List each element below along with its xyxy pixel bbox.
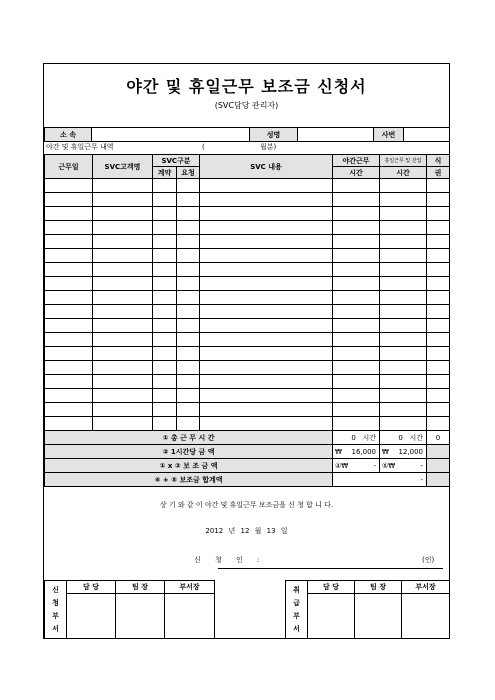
work-entry-cell[interactable]	[93, 403, 153, 417]
work-entry-cell[interactable]	[177, 319, 200, 333]
work-entry-cell[interactable]	[200, 417, 333, 431]
work-entry-cell[interactable]	[45, 417, 93, 431]
work-entry-cell[interactable]	[153, 333, 177, 347]
col-holiday-hours: 시간	[380, 167, 427, 179]
work-entry-cell[interactable]	[93, 291, 153, 305]
dept-label: 소 속	[45, 128, 92, 142]
work-entry-cell[interactable]	[153, 249, 177, 263]
work-entry-cell[interactable]	[333, 417, 380, 431]
night-hourly-rate: ₩ 16,000	[333, 445, 380, 459]
seal-mark: (인)	[422, 556, 435, 564]
work-entry-cell[interactable]	[153, 375, 177, 389]
col-svc-content: SVC 내용	[200, 155, 333, 179]
work-entry-cell[interactable]	[93, 249, 153, 263]
work-entry-cell[interactable]	[200, 221, 333, 235]
work-entry-cell[interactable]	[333, 179, 380, 193]
work-entry-cell[interactable]	[333, 319, 380, 333]
work-entry-cell[interactable]	[427, 207, 450, 221]
work-entry-cell[interactable]	[200, 249, 333, 263]
work-entry-cell[interactable]	[177, 375, 200, 389]
work-entry-cell[interactable]	[93, 389, 153, 403]
approval-box-applicant	[44, 580, 215, 639]
work-entry-cell[interactable]	[200, 361, 333, 375]
work-entry-cell[interactable]	[333, 277, 380, 291]
work-entry-cell[interactable]	[427, 417, 450, 431]
empno-label: 사번	[374, 128, 404, 142]
work-entry-row	[45, 417, 450, 431]
info-table	[44, 127, 450, 142]
work-entry-cell[interactable]	[380, 361, 427, 375]
col-work-date: 근무일	[45, 155, 93, 179]
work-entry-cell[interactable]	[427, 263, 450, 277]
work-entry-row	[45, 193, 450, 207]
approval-team-lead-sign[interactable]	[116, 594, 165, 639]
work-entry-row	[45, 361, 450, 375]
work-entry-cell[interactable]	[200, 277, 333, 291]
work-entry-cell[interactable]	[153, 235, 177, 249]
work-entry-cell[interactable]	[177, 305, 200, 319]
work-entry-cell[interactable]	[427, 389, 450, 403]
work-entry-cell[interactable]	[380, 263, 427, 277]
work-entry-row	[45, 235, 450, 249]
work-entry-row	[45, 403, 450, 417]
work-entry-cell[interactable]	[153, 305, 177, 319]
work-entry-cell[interactable]	[333, 249, 380, 263]
work-entry-cell[interactable]	[93, 333, 153, 347]
work-entry-cell[interactable]	[333, 193, 380, 207]
col-meal: 식	[427, 155, 450, 167]
handler-dept-head-sign[interactable]	[402, 594, 450, 639]
work-entry-cell[interactable]	[427, 403, 450, 417]
work-entry-cell[interactable]	[93, 179, 153, 193]
work-entry-cell[interactable]	[380, 235, 427, 249]
work-entry-cell[interactable]	[427, 291, 450, 305]
subsidy-amount-label: ① x ② 보 조 금 액	[45, 459, 333, 473]
work-entry-row	[45, 179, 450, 193]
work-entry-cell[interactable]	[333, 221, 380, 235]
detail-label: 야간 및 휴일근무 내역	[46, 143, 114, 151]
work-entry-cell[interactable]	[427, 305, 450, 319]
work-entry-row	[45, 291, 450, 305]
col-coupon: 권	[427, 167, 450, 179]
handler-dept-head-label: 부서장	[402, 581, 450, 594]
work-entry-cell[interactable]	[177, 207, 200, 221]
work-entry-cell[interactable]	[153, 319, 177, 333]
work-entry-row	[45, 263, 450, 277]
work-entry-cell[interactable]	[200, 389, 333, 403]
hourly-rate-label: ② 1시간당 금 액	[45, 445, 333, 459]
approval-dept-head-label: 부서장	[165, 581, 215, 594]
work-entry-cell[interactable]	[380, 347, 427, 361]
work-entry-cell[interactable]	[200, 375, 333, 389]
work-entry-cell[interactable]	[93, 263, 153, 277]
work-entry-cell[interactable]	[153, 207, 177, 221]
work-entry-cell[interactable]	[177, 249, 200, 263]
work-entry-cell[interactable]	[427, 347, 450, 361]
col-svc-type: SVC구분	[153, 155, 200, 167]
work-entry-cell[interactable]	[333, 305, 380, 319]
work-entry-row	[45, 319, 450, 333]
work-entry-cell[interactable]	[177, 333, 200, 347]
detail-row	[44, 141, 449, 154]
handler-dept-side: 취 급 부 서	[286, 581, 308, 639]
work-entry-cell[interactable]	[93, 361, 153, 375]
month-open: (	[202, 143, 205, 151]
work-entry-cell[interactable]	[200, 333, 333, 347]
col-holiday: 휴일근무 및 잔업	[380, 155, 427, 167]
work-entry-cell[interactable]	[45, 249, 93, 263]
work-entry-cell[interactable]	[380, 375, 427, 389]
work-entry-row	[45, 305, 450, 319]
approval-team-lead-label: 팀 장	[116, 581, 165, 594]
form-subtitle: (SVC담당 관리자)	[214, 101, 279, 110]
work-entry-row	[45, 333, 450, 347]
work-entry-cell[interactable]	[45, 319, 93, 333]
work-entry-cell[interactable]	[45, 347, 93, 361]
work-entry-cell[interactable]	[333, 361, 380, 375]
work-entry-cell[interactable]	[45, 221, 93, 235]
application-form	[43, 63, 450, 639]
approval-staff-sign[interactable]	[67, 594, 116, 639]
form-title: 야간 및 휴일근무 보조금 신청서	[126, 77, 367, 96]
work-entry-cell[interactable]	[380, 319, 427, 333]
holiday-hourly-rate: ₩ 12,000	[380, 445, 427, 459]
work-entry-cell[interactable]	[333, 347, 380, 361]
subsidy-total: -	[333, 473, 427, 487]
work-entry-cell[interactable]	[93, 375, 153, 389]
work-entry-cell[interactable]	[380, 179, 427, 193]
work-entry-cell[interactable]	[200, 347, 333, 361]
work-entry-cell[interactable]	[153, 179, 177, 193]
work-entry-cell[interactable]	[200, 319, 333, 333]
work-entry-cell[interactable]	[380, 277, 427, 291]
work-entry-row	[45, 277, 450, 291]
holiday-total-hours: 0 시간	[380, 431, 427, 445]
work-entry-cell[interactable]	[45, 291, 93, 305]
work-entry-row	[45, 347, 450, 361]
col-night: 야간근무	[333, 155, 380, 167]
work-entry-cell[interactable]	[153, 193, 177, 207]
work-entry-cell[interactable]	[93, 305, 153, 319]
work-entry-cell[interactable]	[380, 249, 427, 263]
work-entry-cell[interactable]	[380, 333, 427, 347]
meal-total: 0	[427, 431, 450, 445]
col-request: 요청	[177, 167, 200, 179]
work-entry-cell[interactable]	[153, 361, 177, 375]
holiday-subsidy: ⑤₩ -	[380, 459, 427, 473]
work-entry-cell[interactable]	[153, 221, 177, 235]
work-entry-cell[interactable]	[380, 305, 427, 319]
work-entry-cell[interactable]	[45, 207, 93, 221]
work-entry-cell[interactable]	[200, 193, 333, 207]
subsidy-total-label: ④ + ⑤ 보조금 합계액	[45, 473, 333, 487]
work-entry-row	[45, 389, 450, 403]
work-entry-cell[interactable]	[153, 277, 177, 291]
applicant-signature-line	[218, 568, 443, 569]
work-entry-cell[interactable]	[380, 221, 427, 235]
work-entry-cell[interactable]	[45, 235, 93, 249]
work-entry-cell[interactable]	[45, 193, 93, 207]
statement-text: 상 기 와 같 이 야간 및 휴일근무 보조금을 신 청 합 니 다.	[159, 501, 334, 509]
work-entry-cell[interactable]	[200, 263, 333, 277]
name-field[interactable]	[298, 128, 374, 142]
work-entry-cell[interactable]	[45, 305, 93, 319]
handler-staff-sign[interactable]	[308, 594, 355, 639]
approval-dept-head-sign[interactable]	[165, 594, 215, 639]
work-entry-cell[interactable]	[177, 291, 200, 305]
work-entry-cell[interactable]	[427, 277, 450, 291]
work-entry-cell[interactable]	[45, 361, 93, 375]
work-entry-cell[interactable]	[200, 207, 333, 221]
work-entry-cell[interactable]	[200, 291, 333, 305]
work-entry-cell[interactable]	[333, 263, 380, 277]
work-entry-cell[interactable]	[93, 235, 153, 249]
work-table	[44, 154, 450, 487]
work-entry-cell[interactable]	[427, 179, 450, 193]
work-entry-row	[45, 375, 450, 389]
work-entry-cell[interactable]	[45, 277, 93, 291]
work-entry-cell[interactable]	[45, 389, 93, 403]
col-night-hours: 시간	[333, 167, 380, 179]
work-entry-cell[interactable]	[45, 333, 93, 347]
work-entry-cell[interactable]	[153, 291, 177, 305]
work-entry-cell[interactable]	[93, 207, 153, 221]
work-entry-cell[interactable]	[177, 263, 200, 277]
work-entry-cell[interactable]	[333, 235, 380, 249]
night-subsidy: ④₩ -	[333, 459, 380, 473]
approval-staff-label: 담 당	[67, 581, 116, 594]
total-hours-label: ① 총 근 무 시 간	[45, 431, 333, 445]
applicant-dept-side: 신 청 부 서	[45, 581, 67, 639]
work-entry-cell[interactable]	[427, 375, 450, 389]
work-entry-cell[interactable]	[45, 375, 93, 389]
approval-box-handler	[285, 580, 450, 639]
work-entry-cell[interactable]	[177, 235, 200, 249]
work-entry-cell[interactable]	[333, 375, 380, 389]
work-entry-cell[interactable]	[427, 361, 450, 375]
col-contract: 계약	[153, 167, 177, 179]
work-entry-cell[interactable]	[380, 389, 427, 403]
work-entry-cell[interactable]	[153, 389, 177, 403]
work-entry-cell[interactable]	[93, 319, 153, 333]
night-total-hours: 0 시간	[333, 431, 380, 445]
work-entry-cell[interactable]	[380, 193, 427, 207]
work-entry-cell[interactable]	[333, 207, 380, 221]
work-entry-cell[interactable]	[427, 249, 450, 263]
work-entry-cell[interactable]	[177, 277, 200, 291]
applicant-label: 신 청 인 :	[194, 556, 266, 564]
col-customer: SVC고객명	[93, 155, 153, 179]
work-entry-cell[interactable]	[177, 179, 200, 193]
work-entry-cell[interactable]	[177, 193, 200, 207]
handler-staff-label: 담 당	[308, 581, 355, 594]
work-entry-cell[interactable]	[153, 417, 177, 431]
work-entry-cell[interactable]	[93, 193, 153, 207]
work-entry-cell[interactable]	[380, 403, 427, 417]
work-entry-cell[interactable]	[153, 403, 177, 417]
work-entry-cell[interactable]	[45, 263, 93, 277]
dept-field[interactable]	[92, 128, 250, 142]
handler-team-lead-label: 팀 장	[355, 581, 402, 594]
month-close: 월분)	[260, 143, 277, 151]
work-entry-cell[interactable]	[177, 417, 200, 431]
work-entry-cell[interactable]	[200, 403, 333, 417]
work-entry-cell[interactable]	[45, 403, 93, 417]
work-entry-cell[interactable]	[333, 403, 380, 417]
work-entry-cell[interactable]	[427, 193, 450, 207]
work-entry-cell[interactable]	[333, 333, 380, 347]
empno-field[interactable]	[404, 128, 450, 142]
work-entry-cell[interactable]	[93, 347, 153, 361]
work-entry-cell[interactable]	[200, 179, 333, 193]
work-entry-cell[interactable]	[427, 319, 450, 333]
application-date: 2012 년 12 월 13 일	[205, 527, 288, 535]
work-entry-cell[interactable]	[200, 305, 333, 319]
work-entry-cell[interactable]	[93, 277, 153, 291]
work-entry-cell[interactable]	[380, 417, 427, 431]
work-entry-cell[interactable]	[427, 333, 450, 347]
work-entry-cell[interactable]	[200, 235, 333, 249]
work-entry-cell[interactable]	[93, 417, 153, 431]
work-entry-cell[interactable]	[380, 207, 427, 221]
work-entry-cell[interactable]	[177, 389, 200, 403]
work-entry-cell[interactable]	[45, 179, 93, 193]
work-entry-cell[interactable]	[427, 235, 450, 249]
work-entry-row	[45, 207, 450, 221]
work-entry-cell[interactable]	[427, 221, 450, 235]
work-entry-cell[interactable]	[333, 291, 380, 305]
work-entry-cell[interactable]	[177, 361, 200, 375]
work-entry-row	[45, 249, 450, 263]
work-entry-cell[interactable]	[177, 403, 200, 417]
work-entry-cell[interactable]	[333, 389, 380, 403]
work-entry-cell[interactable]	[177, 347, 200, 361]
work-entry-cell[interactable]	[380, 291, 427, 305]
work-entry-cell[interactable]	[93, 221, 153, 235]
work-entry-row	[45, 221, 450, 235]
work-entry-cell[interactable]	[153, 347, 177, 361]
work-entry-cell[interactable]	[177, 221, 200, 235]
name-label: 성명	[250, 128, 298, 142]
work-entry-cell[interactable]	[153, 263, 177, 277]
handler-team-lead-sign[interactable]	[355, 594, 402, 639]
